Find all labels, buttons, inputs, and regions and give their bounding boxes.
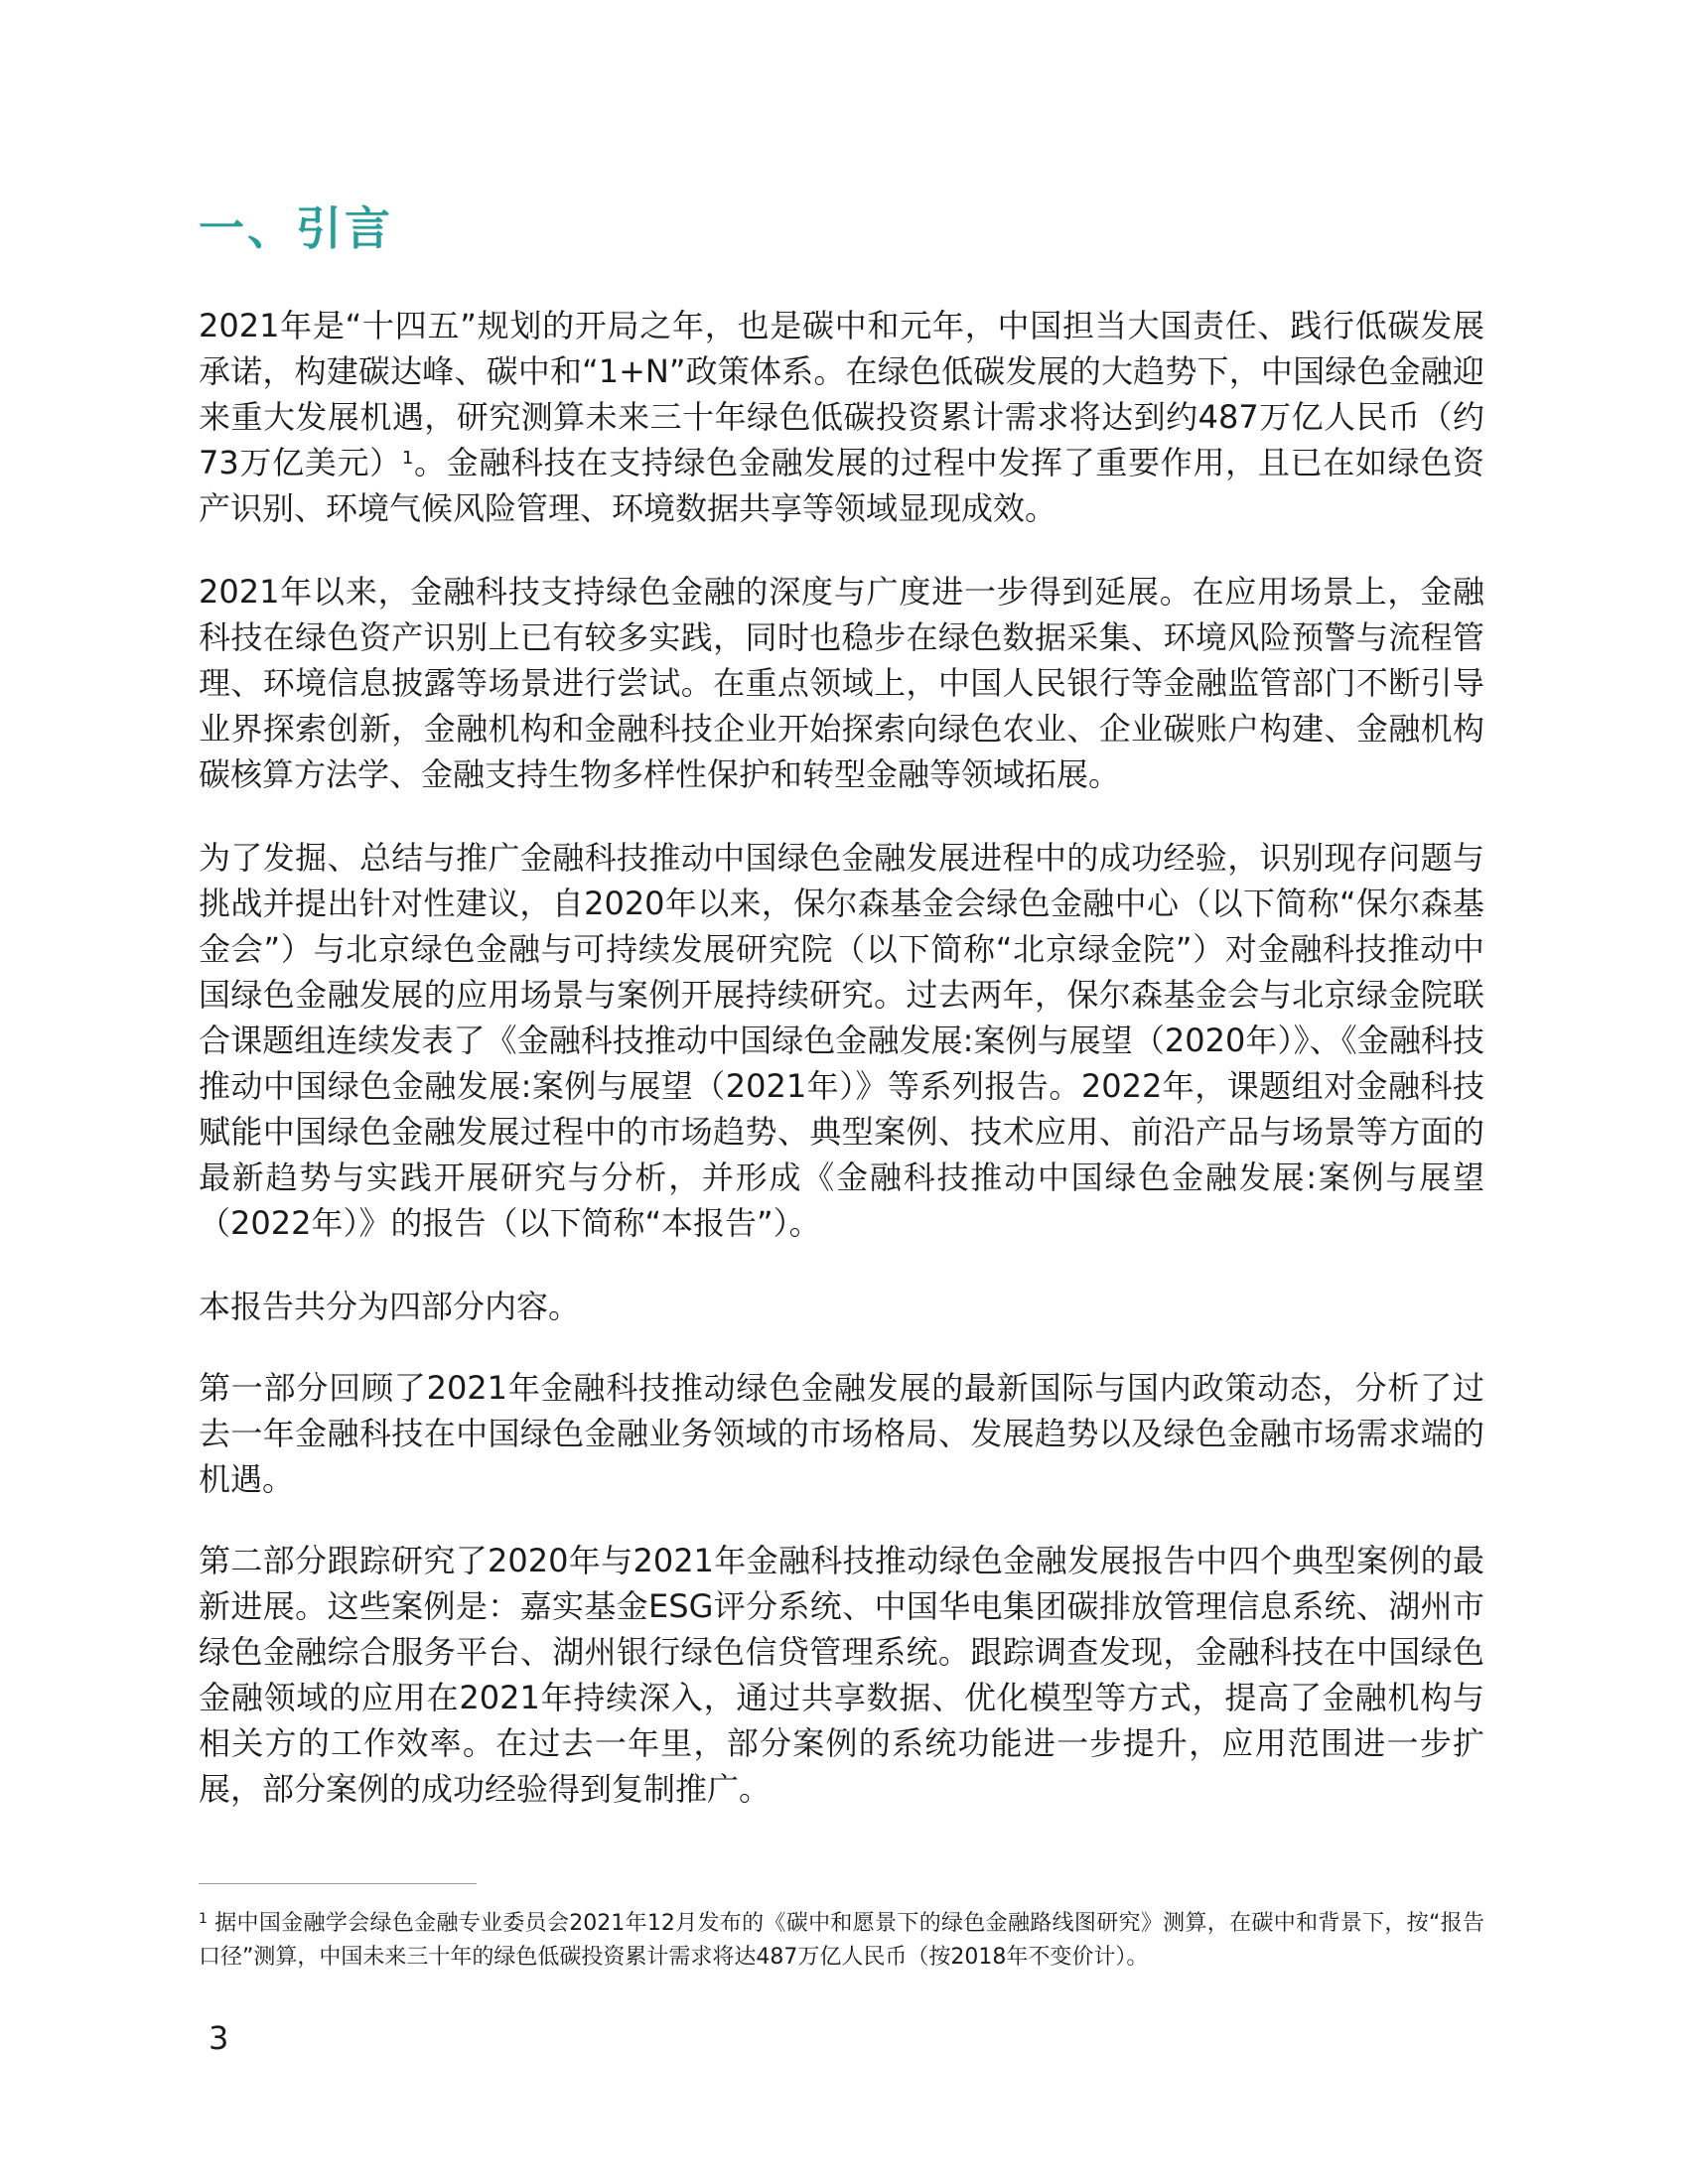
footnote-divider [199, 1883, 477, 1884]
paragraph-intro [199, 303, 1484, 531]
footnote-reference[interactable]: 1 [401, 448, 414, 469]
footnote-marker: 1 [199, 1911, 208, 1927]
footnote [199, 1907, 1484, 1975]
paragraph-since-2021: 2021年以来，金融科技支持绿色金融的深度与广度进一步得到延展。在应用场景上，金融科技在绿色资产识别上已有较多实践，同时也稳步在绿色数据采集、环境风险预警与流程管理、环境信息披露等场景进行尝试。在重点领域上，中国人民银行等金融监管部门不断引导业界探索创新，金融机构和金融科技企业开始探索向绿色农业、企业碳账户构建、金融机构碳核算方法学、金融支持生物多样性保护和转型金融等领域拓展。 [199, 573, 1484, 793]
section-title: 一、引言 [199, 202, 393, 255]
paragraph-intro-text: 2021年是“十四五”规划的开局之年，也是碳中和元年，中国担当大国责任、践行低碳发展承诺，构建碳达峰、碳中和“1+N”政策体系。在绿色低碳发展的大趋势下，中国绿色金融迎来重大发展机遇，研究测算未来三十年绿色低碳投资累计需求将达到约487万亿人民币（约73万亿美元） [199, 307, 1484, 481]
page-number: 3 [209, 2019, 229, 2057]
body-text [199, 303, 1484, 1849]
paragraph-background: 为了发掘、总结与推广金融科技推动中国绿色金融发展进程中的成功经验，识别现存问题与挑战并提出针对性建议，自2020年以来，保尔森基金会绿色金融中心（以下简称“保尔森基金会”）与北京绿色金融与可持续发展研究院（以下简称“北京绿金院”）对金融科技推动中国绿色金融发展的应用场景与案例开展持续研究。过去两年，保尔森基金会与北京绿金院联合课题组连续发表了《金融科技推动中国绿色金融发展:案例与展望（2020年）》、《金融科技推动中国绿色金融发展:案例与展望（2021年）》等系列报告。2022年，课题组对金融科技赋能中国绿色金融发展过程中的市场趋势、典型案例、技术应用、前沿产品与场景等方面的最新趋势与实践开展研究与分析，并形成《金融科技推动中国绿色金融发展:案例与展望（2022年）》的报告（以下简称“本报告”）。 [199, 839, 1484, 1242]
paragraph-structure: 本报告共分为四部分内容。 [199, 1288, 581, 1325]
paragraph-part-two: 第二部分跟踪研究了2020年与2021年金融科技推动绿色金融发展报告中四个典型案例的最新进展。这些案例是：嘉实基金ESG评分系统、中国华电集团碳排放管理信息系统、湖州市绿色金融综合服务平台、湖州银行绿色信贷管理系统。跟踪调查发现，金融科技在中国绿色金融领域的应用在2021年持续深入，通过共享数据、优化模型等方式，提高了金融机构与相关方的工作效率。在过去一年里，部分案例的系统功能进一步提升，应用范围进一步扩展，部分案例的成功经验得到复制推广。 [199, 1542, 1484, 1808]
paragraph-intro-text-cont: 。金融科技在支持绿色金融发展的过程中发挥了重要作用，且已在如绿色资产识别、环境气候风险管理、环境数据共享等领域显现成效。 [199, 444, 1484, 527]
paragraph-part-one: 第一部分回顾了2021年金融科技推动绿色金融发展的最新国际与国内政策动态，分析了过去一年金融科技在中国绿色金融业务领域的市场格局、发展趋势以及绿色金融市场需求端的机遇。 [199, 1369, 1484, 1498]
footnote-text: 据中国金融学会绿色金融专业委员会2021年12月发布的《碳中和愿景下的绿色金融路线图研究》测算，在碳中和背景下，按“报告口径”测算，中国未来三十年的绿色低碳投资累计需求将达487万亿人民币（按2018年不变价计）。 [199, 1911, 1484, 1970]
